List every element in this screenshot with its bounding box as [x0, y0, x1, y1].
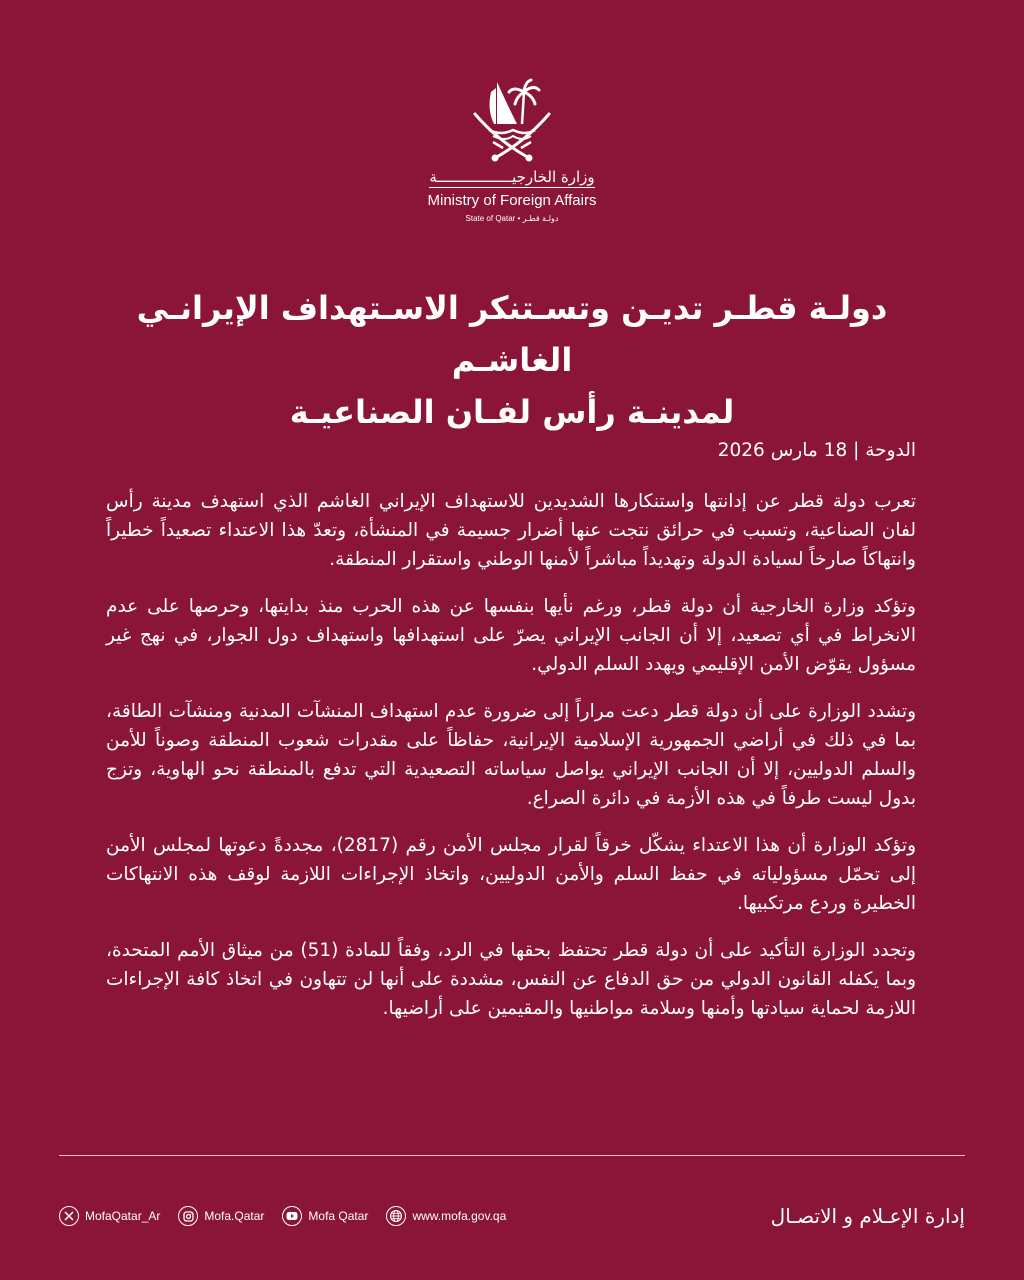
department-name: إدارة الإعـلام و الاتصـال	[770, 1204, 965, 1228]
title-line-2: لمدينـة رأس لفـان الصناعيـة	[289, 393, 735, 431]
social-x-label: MofaQatar_Ar	[85, 1209, 161, 1223]
youtube-icon	[282, 1206, 302, 1226]
qatar-emblem-icon	[467, 78, 557, 164]
footer-divider	[59, 1155, 965, 1156]
dateline: الدوحة | 18 مارس 2026	[717, 440, 916, 461]
social-x[interactable]	[59, 1206, 160, 1226]
x-icon	[59, 1206, 79, 1226]
globe-icon	[386, 1206, 406, 1226]
paragraph-4: وتؤكد الوزارة أن هذا الاعتداء يشكّل خرقاً لقرار مجلس الأمن رقم (2817)، مجددةً دعوتها لمجلس الأمن إلى تحمّل مسؤولياته في حفظ السلم والأمن الدوليين، واتخاذ الإجراءات اللازمة لوقف هذه الانتهاكات الخطيرة وردع مرتكبيها.	[106, 835, 916, 914]
social-website-label: www.mofa.gov.qa	[412, 1209, 507, 1223]
paragraph-2: وتؤكد وزارة الخارجية أن دولة قطر، ورغم نأيها بنفسها عن هذه الحرب منذ بدايتها، وحرصها على عدم الانخراط في أي تصعيد، إلا أن الجانب الإيراني يصرّ على استهدافها واستهداف دول الجوار، في نهج غير مسؤول يقوّض الأمن الإقليمي ويهدد السلم الدولي.	[106, 596, 916, 675]
social-youtube-label: Mofa Qatar	[308, 1209, 369, 1223]
ministry-name-arabic: وزارة الخارجيـــــــــــــــــة	[429, 168, 595, 186]
statement-title	[80, 282, 944, 438]
instagram-icon	[178, 1206, 198, 1226]
paragraph-1: تعرب دولة قطر عن إدانتها واستنكارها الشديدين للاستهداف الإيراني الغاشم الذي استهدف مدينة رأس لفان الصناعية، وتسبب في حرائق نتجت عنها أضرار جسيمة في المنشأة، وتعدّ هذا الاعتداء تصعيداً خطيراً وانتهاكاً صارخاً لسيادة الدولة وتهديداً مباشراً لأمنها الوطني واستقرار المنطقة.	[106, 491, 916, 570]
paragraph-5: وتجدد الوزارة التأكيد على أن دولة قطر تحتفظ بحقها في الرد، وفقاً للمادة (51) من ميثاق الأمم المتحدة، وبما يكفله القانون الدولي من حق الدفاع عن النفس، مشددة على أنها لن تتهاون في اتخاذ كافة الإجراءات اللازمة لحماية سيادتها وأمنها وسلامة مواطنيها والمقيمين على أراضيها.	[106, 940, 916, 1019]
social-instagram[interactable]	[178, 1206, 264, 1226]
social-youtube[interactable]	[282, 1206, 368, 1226]
social-website[interactable]	[386, 1206, 506, 1226]
footer	[59, 1201, 965, 1231]
statement-body	[106, 436, 916, 1041]
ministry-name-english: Ministry of Foreign Affairs	[427, 192, 597, 209]
social-instagram-label: Mofa.Qatar	[204, 1209, 265, 1223]
social-links	[59, 1206, 506, 1226]
paragraph-3: وتشدد الوزارة على أن دولة قطر دعت مراراً إلى ضرورة عدم استهداف المنشآت المدنية ومنشآت الطاقة، بما في ذلك في أراضي الجمهورية الإسلامية الإيرانية، حفاظاً على مقدرات شعوب المنطقة وصوناً للأمن والسلم الدوليين، إلا أن الجانب الإيراني يواصل سياساته التصعيدية التي تدفع بالمنطقة نحو الهاوية، وتزج بدول ليست طرفاً في هذه الأزمة في دائرة الصراع.	[106, 701, 916, 809]
state-line: State of Qatar • دولـة قطـر	[465, 214, 559, 223]
header	[0, 78, 1024, 223]
title-line-1: دولـة قطـر تديـن وتسـتنكر الاسـتهداف الإيرانـي الغاشـم	[136, 289, 888, 379]
